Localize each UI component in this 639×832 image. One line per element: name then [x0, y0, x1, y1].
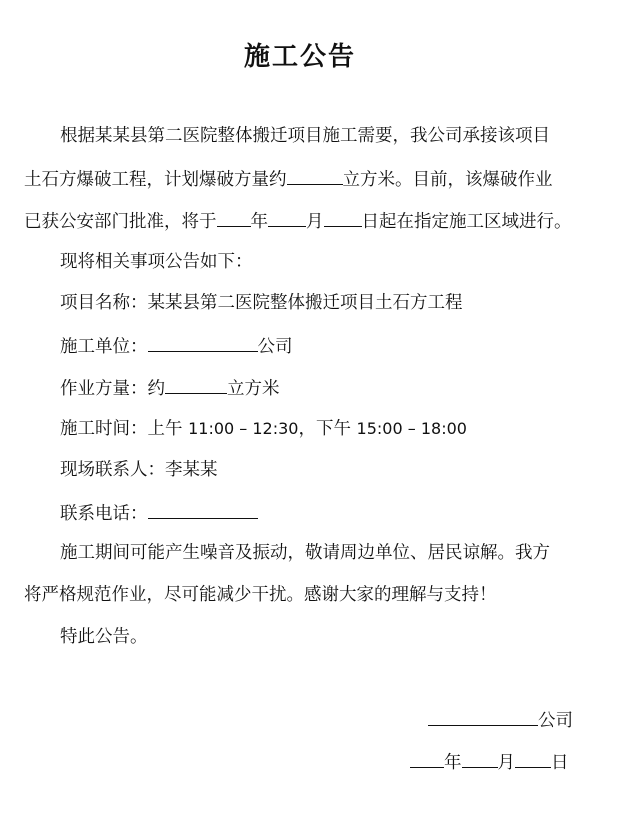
paragraph-text: 根据某某县第二医院整体搬迁项目施工需要，我公司承接该项目 [60, 126, 550, 146]
project-name-value: 某某县第二医院整体搬迁项目土石方工程 [147, 293, 463, 313]
project-name-row [60, 291, 463, 315]
site-contact-label: 现场联系人： [60, 460, 165, 480]
afternoon-label: ，下午 [298, 419, 351, 439]
closing-line [60, 625, 148, 649]
paragraph-2-line-2 [24, 583, 497, 607]
construction-unit-suffix: 公司 [257, 337, 293, 357]
site-contact-row [60, 458, 218, 482]
construction-unit-label: 施工单位： [60, 337, 148, 357]
intro-text: 现将相关事项公告如下： [60, 252, 253, 272]
signature-year-label: 年 [444, 753, 462, 773]
construction-unit-row [60, 333, 293, 359]
paragraph-1-line-2 [24, 166, 553, 192]
year-label: 年 [250, 212, 268, 232]
paragraph-text: 施工期间可能产生噪音及振动，敬请周边单位、居民谅解。我方 [60, 543, 550, 563]
signature-month-blank [462, 749, 498, 768]
paragraph-2-line-1 [60, 541, 550, 565]
paragraph-text: 将严格规范作业，尽可能减少干扰。感谢大家的理解与支持！ [24, 585, 497, 605]
phone-row [60, 500, 258, 526]
project-name-label: 项目名称： [60, 293, 148, 313]
day-blank [324, 208, 362, 227]
morning-time-range: 11:00 – 12:30 [188, 419, 299, 438]
signature-day-label: 日 [551, 753, 569, 773]
work-volume-row [60, 375, 280, 401]
construction-time-label: 施工时间：上午 [60, 419, 183, 439]
work-volume-label: 作业方量：约 [60, 379, 165, 399]
paragraph-text: 已获公安部门批准，将于 [24, 212, 217, 232]
volume-blank [287, 166, 343, 185]
signature-month-label: 月 [497, 753, 515, 773]
afternoon-time-range: 15:00 – 18:00 [356, 419, 467, 438]
month-label: 月 [306, 212, 324, 232]
signature-year-blank [410, 749, 444, 768]
phone-blank [148, 500, 258, 519]
paragraph-1-line-3 [24, 208, 572, 234]
intro-line [60, 250, 253, 274]
year-blank [217, 208, 251, 227]
work-volume-blank [165, 375, 227, 394]
phone-label: 联系电话： [60, 504, 148, 524]
construction-time-row [60, 417, 467, 441]
work-volume-suffix: 立方米 [227, 379, 280, 399]
paragraph-text: 立方米。目前，该爆破作业 [342, 170, 553, 190]
construction-unit-blank [148, 333, 258, 352]
paragraph-1-line-1 [60, 124, 550, 148]
closing-text: 特此公告。 [60, 627, 148, 647]
page-title: 施工公告 [243, 42, 356, 72]
signature-company-suffix: 公司 [538, 711, 573, 731]
paragraph-text: 土石方爆破工程，计划爆破方量约 [24, 170, 287, 190]
signature-date [410, 749, 569, 775]
site-contact-value: 李某某 [165, 460, 218, 480]
signature-company-blank [428, 707, 538, 726]
month-blank [268, 208, 306, 227]
signature-day-blank [515, 749, 551, 768]
paragraph-text: 日起在指定施工区域进行。 [361, 212, 572, 232]
signature-company [428, 707, 573, 733]
